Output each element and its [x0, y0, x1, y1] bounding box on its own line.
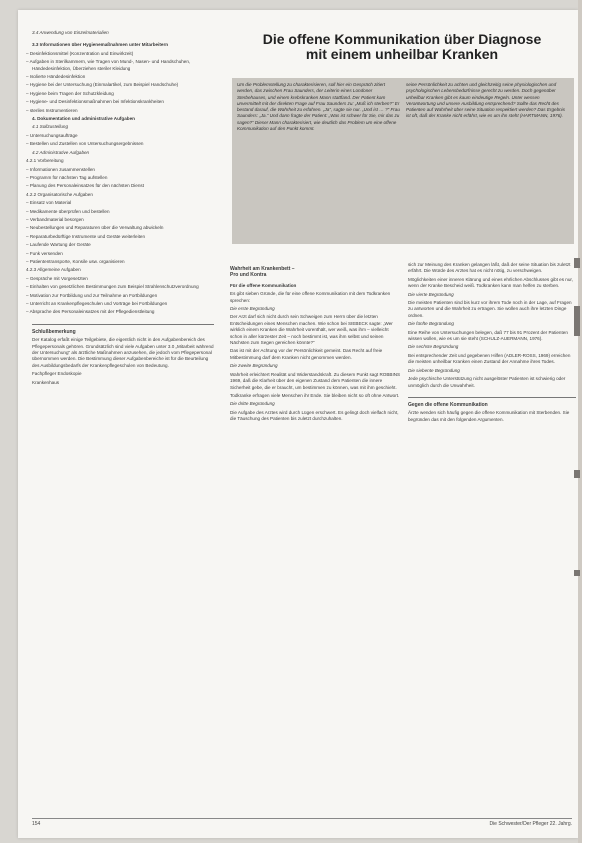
text-block: – Hygiene- und Desinfektionsmaßnahmen bei Infektionskrankheiten — [26, 99, 164, 105]
text-block: Eine Reihe von Untersuchungen belegen, daß 77 bis 91 Prozent der Patienten wissen wollen, wie es um sie steht (SCHULZ-AUERMANN, 1976). — [408, 329, 568, 342]
text-block: – Absprache des Personaleinsatzes mit der Pflegedienstleitung — [26, 309, 155, 315]
page-gutter-shadow — [574, 470, 580, 478]
text-block: – Motivation zur Fortbildung und zur Teilnahme an Fortbildungen — [26, 292, 158, 298]
section-heading: Schlußbemerkung — [32, 328, 76, 335]
text-block: – Verbandmaterial besorgen — [26, 216, 84, 222]
text-block: 4.2.1 Vorbereitung — [26, 158, 64, 164]
text-block: Es gibt sieben Gründe, die für eine offene Kommunikation mit dem Todkranken sprechen: — [230, 291, 391, 303]
intro-box — [232, 78, 574, 244]
text-block: – Informationen zusammenstellen — [26, 166, 95, 172]
left-column-blocks — [26, 42, 214, 386]
section-heading: 3.3 Informationen über Hygienemaßnahmen unter Mitarbeitern — [32, 42, 169, 48]
text-block: Todkranke erfragen viele Menschen ihr Ende. Sie bleiben nicht so oft ohne Antwort. — [230, 392, 400, 398]
text-block: Die Aufgabe des Arztes wird durch Lügen erschwert. Es gelingt doch vielfach nicht, die Täuschung des Patienten bis zuletzt durchzuhalten. — [230, 409, 399, 422]
page-number: 154 — [32, 821, 41, 827]
right-column — [408, 262, 576, 425]
text-block: Jede psychische Unterstützung nicht ausgelöster Patienten ist schwierig oder unmöglich durch die Unwahrheit. — [408, 376, 566, 388]
text-block: – Einsatz von Material — [26, 200, 72, 206]
text-block: – Planung des Personaleinsatzes für den nächsten Dienst — [26, 183, 144, 189]
subheading: Die fünfte Begründung — [408, 321, 454, 327]
subheading: 4.1 Sollzustellung — [32, 124, 69, 130]
subheading: Die zweite Begründung — [230, 363, 278, 369]
journal-name: Die Schwester/Der Pfleger 22. Jahrg. — [489, 821, 572, 827]
subheading: Die erste Begründung — [230, 306, 275, 312]
text-block: sich zur Meinung des Kranken gelangen läßt, daß der seine Situation bis zuletzt erfährt. Die Würde des Arztes hat es nicht nötig, zu verschweigen. — [408, 262, 571, 274]
text-block: – steriles Instrumentieren — [26, 107, 78, 113]
text-block: Bei entsprechender Zeit und gegebenen Hilfen (ADLER-ROSS, 1969) erreichen die meisten unheilbar Kranken einen Zustand der Annahme ihres Todes. — [408, 352, 571, 365]
intro-text-1: Um die Problemstellung zu charakterisieren, soll hier ein Gespräch zitiert werden, das zwischen Frau Saunders, der Leiterin eines Londoner Sterbehauses, und einem krebskranken Mann stattfand. Der Patient kam unvermittelt mit der direkten Frage auf Frau Saunders zu: „Muß ich sterben?“ Er bestand darauf, die Wahrheit zu erfahren. „Ja“, sagte sie nur. „Und ist … ?“ Frau Saunders: „Ja.“ Und dann fragte der Patient: „Was ist schwer für Sie, mir das zu sagen?“ Dieser Mann charakterisiert, wie deutlich das Problem um eine offene Kommunikation auf den Punkt kommt. — [237, 82, 400, 132]
section-heading: 4. Dokumentation und administrative Aufgaben — [32, 116, 135, 122]
text-block: Der Arzt darf sich nicht durch sein Schweigen zum Herrn über die letzten Entscheidungen eines Menschen machen. Wie schon bei SIEBECK sagte: „Wer wirklich einem Kranken die Wahrheit vorenthält, wer weiß, was ihm – vielleicht schon in aller kürzester Zeit – noch bestimmt ist, was ihm selbst und seinen Nächsten zum Segen gereichen könnte?“ — [230, 314, 393, 346]
middle-column — [230, 262, 402, 425]
text-block: Fachpfleger Endoskopie — [32, 371, 82, 377]
section-divider — [408, 397, 576, 398]
adjacent-page-edge — [578, 0, 604, 843]
text-block: – Untersuchungsaufträge — [26, 132, 78, 138]
text-block: – Desinfektionsmittel (Konzentration und Einwirkzeit) — [26, 50, 134, 56]
subheading: Die sechste Begründung — [408, 344, 459, 350]
text-block: Wahrheit erleichtert Realität und Widerstandskraft. Zu diesem Punkt sagt ROBBINS 1969, daß die Klarheit über den eigenen Zustand dem Patienten die innere Sicherheit gebe, die er braucht, um bestimmen zu können, was mit ihm geschieht. — [230, 371, 401, 390]
text-block: Die meisten Patienten sind bis kurz vor ihrem Tode noch in der Lage, auf Fragen zu antworten und die Wahrheit zu ertragen. Sie wollen auch ihre letzten Dinge ordnen. — [408, 300, 572, 318]
section-box-title — [230, 266, 402, 279]
text-block: – Medikamente überprüfen und bestellen — [26, 208, 110, 214]
text-block: – Neubestellungen und Reparaturen über die Verwaltung abwickeln — [26, 225, 164, 231]
text-block: 4.2.3 Allgemeine Aufgaben — [26, 267, 81, 273]
right-column-blocks — [408, 262, 576, 423]
box-title-line2: Pro und Kontra — [230, 272, 267, 279]
section-heading: Für die offene Kommunikation — [230, 282, 297, 288]
article-title — [232, 32, 572, 62]
text-block: – Einhalten von gesetzlichen Bestimmungen zum Beispiel Strahlenschutzverordnung — [26, 284, 199, 290]
text-block: – Hygiene beim Tragen der Schutzkleidung — [26, 90, 114, 96]
intro-column-2 — [406, 82, 570, 120]
text-block: – Reparaturbedürftige Instrumente und Geräte weiterleiten — [26, 233, 145, 239]
text-block: Das ist mit der Achtung vor der Persönlichkeit gemeint. Das Recht auf freie Mitbestimmung darf dem Kranken nicht genommen werden. — [230, 348, 383, 360]
text-block: – Isolierte Händedesinfektion — [26, 74, 86, 80]
section-heading: Gegen die offene Kommunikation — [408, 401, 488, 408]
text-block: – Funk versenden — [26, 250, 63, 256]
text-block: – Laufende Wartung der Geräte — [26, 242, 91, 248]
article-title-line2: mit einem unheilbar Kranken — [305, 46, 499, 62]
page-footer — [32, 818, 572, 827]
subheading: 4.2 Administrative Aufgaben — [32, 149, 90, 155]
article-title-line1: Die offene Kommunikation über Diagnose — [262, 31, 542, 47]
text-block: – Bestellen und Zustellen von Untersuchungsergebnissen — [26, 141, 144, 147]
text-block: – Patiententransporte, Konsile usw. organisieren — [26, 258, 125, 264]
text-block: – Hygiene bei der Untersuchung (Einmalartikel, zum Beispiel Handschuhe) — [26, 82, 179, 88]
intro-column-1 — [237, 82, 401, 132]
left-column — [26, 30, 214, 388]
text-block: Möglichkeiten einer inneren Klärung und eines ehrlichen Abschlusses gibt es nur, wenn der Kranke Bescheid weiß. Todkranken kann man helfen zu sterben. — [408, 276, 573, 289]
text-block: Krankenhaus — [32, 379, 60, 385]
text-block: – Aufgaben in Sterilkammern, wie Tragen von Mund-, Nasen- und Handschuhen, Händedesinfektion, Überziehen steriler Kleidung — [26, 59, 191, 71]
running-head: 3.4 Anwendung von Einzelmaterialien — [32, 30, 109, 35]
text-block: – Unterricht an Krankenpflegeschulen und Vorträge bei Fortbildungen — [26, 301, 168, 306]
subheading: Die dritte Begründung — [230, 401, 275, 407]
text-block: – Programm für nächsten Tag aufstellen — [26, 174, 108, 180]
page-gutter-shadow — [574, 570, 580, 576]
text-block: – Gespräche mit Vorgesetzten — [26, 275, 88, 281]
text-block: Ärzte wenden sich häufig gegen die offene Kommunikation mit Sterbenden. Sie begründen das mit den folgenden Argumenten. — [408, 410, 570, 422]
text-block: Der Katalog erfaßt einige Teilgebiete, die eigentlich nicht in den Aufgabenbereich des Pflegepersonals gehören. Grundsätzlich sind viele Aufgaben unter 3.0 „Mitarbeit während der Untersuchung“ als ärztliche Maßnahmen anzusehen, die jedoch vom Pflegepersonal übernommen werden. Die Bestimmung dieser Aufgabenbereiche ist für die Beurteilung des Ausbildungsbedarfs der Krankenpflegeschulen von Bedeutung. — [32, 337, 214, 368]
section-divider — [32, 324, 214, 325]
middle-column-blocks — [230, 283, 402, 423]
subheading: Die vierte Begründung — [408, 291, 454, 297]
subheading: Die siebente Begründung — [408, 367, 460, 373]
box-title-line1: Wahrheit am Krankenbett – — [230, 266, 295, 272]
text-block: 4.2.2 Organisatorische Aufgaben — [26, 191, 93, 197]
intro-text-2: seine Persönlichkeit zu achten und gleichzeitig seine physiologischen und psychologischen Lebensbedürfnisse gerecht zu werden. Doch gegenüber unheilbar Kranken gibt es kaum eindeutige Regeln. Unter wessen Verantwortung und unsere Ausbildung entsprechend? Sollte das Recht des Patienten auf Wahrheit über seine Situation respektiert werden? Das Ergebnis ist oft, daß der Kranke nicht erfährt, wie es um ihn steht (HARTMANN, 1976). — [406, 82, 566, 119]
